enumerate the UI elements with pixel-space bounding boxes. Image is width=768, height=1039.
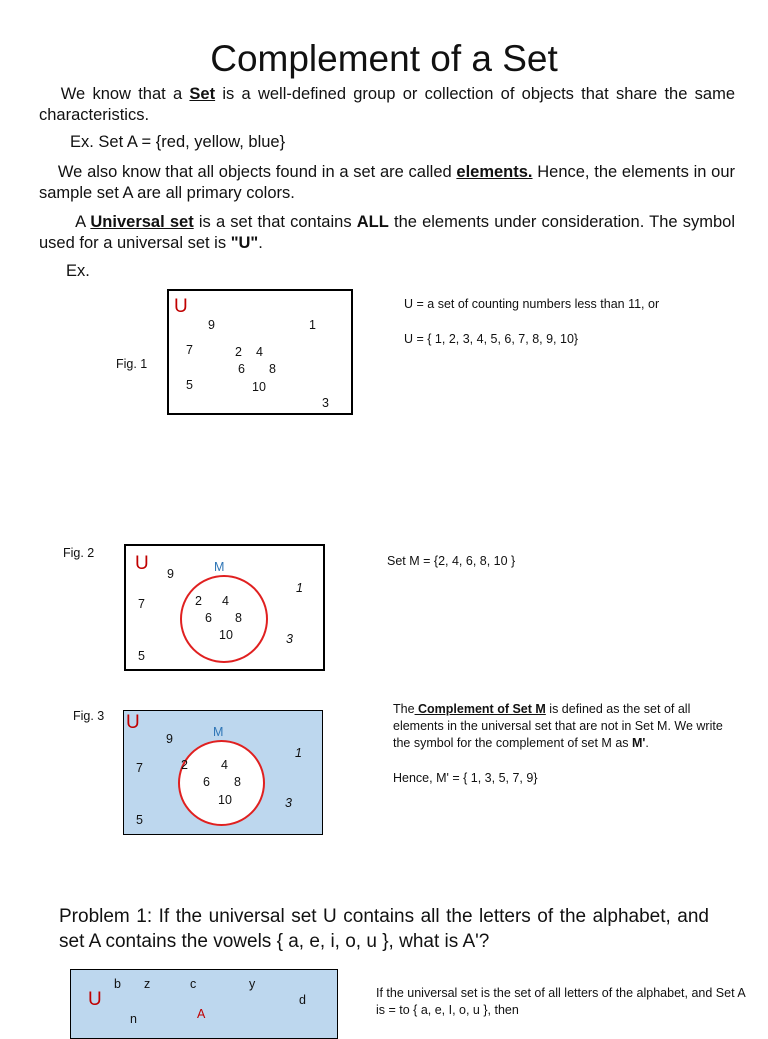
- fig3-set-m-circle: [178, 740, 265, 826]
- fig1-number: 2: [235, 345, 242, 359]
- fig2-set-m-circle: [180, 575, 268, 663]
- paragraph-elements: [39, 162, 735, 204]
- problem1-universal-box: [70, 969, 338, 1039]
- fig3-number: 10: [218, 793, 232, 807]
- problem1-u-label: U: [88, 989, 102, 1010]
- fig2-set-m-text: Set M = {2, 4, 6, 8, 10 }: [387, 554, 516, 568]
- problem1-letter: c: [190, 977, 197, 991]
- p2-text-c: Hence, the elements in our sample set A are all primary colors.: [39, 163, 735, 202]
- term-m-prime: M': [632, 736, 646, 750]
- fig3-number: 7: [136, 761, 143, 775]
- fig3-number: 5: [136, 813, 143, 827]
- example-set-a: Ex. Set A = {red, yellow, blue}: [70, 133, 286, 151]
- paragraph-universal-set: [39, 212, 735, 254]
- fig1-number: 10: [252, 380, 266, 394]
- fig3-complement-result: Hence, M' = { 1, 3, 5, 7, 9}: [393, 771, 538, 785]
- fig3-text-a: The: [393, 702, 415, 716]
- fig3-complement-definition: [393, 701, 723, 752]
- fig2-number: 8: [235, 611, 242, 625]
- problem-1: Problem 1: If the universal set U contains all the letters of the alphabet, and set A contains the vowels { a, e, i, o, u }, what is A'?: [59, 906, 709, 952]
- term-elements: elements.: [456, 163, 533, 181]
- fig2-number: 2: [195, 594, 202, 608]
- fig3-number: 3: [285, 796, 292, 810]
- p1-text-c: is a well-defined group or collection of objects that share the same characteristics.: [39, 85, 735, 124]
- p2-text-a: We also know that all objects found in a set are called: [57, 163, 457, 181]
- fig1-set-listing: U = { 1, 2, 3, 4, 5, 6, 7, 8, 9, 10}: [404, 332, 579, 346]
- term-universal-set: Universal set: [90, 213, 194, 231]
- page-title: Complement of a Set: [210, 38, 558, 79]
- fig3-number: 1: [295, 746, 302, 760]
- fig1-number: 5: [186, 378, 193, 392]
- fig1-number: 4: [256, 345, 263, 359]
- ex-label: Ex.: [66, 262, 90, 280]
- fig1-number: 9: [208, 318, 215, 332]
- fig3-text-c: is defined as the set of all elements in the universal set that are not in Set M. We write the symbol for the complement of set M as: [393, 702, 723, 750]
- fig1-label: Fig. 1: [116, 357, 148, 371]
- fig1-u-label: U: [174, 296, 188, 317]
- problem1-letter: z: [144, 977, 151, 991]
- fig3-number: 8: [234, 775, 241, 789]
- fig2-label: Fig. 2: [63, 546, 95, 560]
- fig2-number: 4: [222, 594, 229, 608]
- fig2-universal-box: [124, 544, 325, 671]
- fig3-m-label: M: [213, 725, 224, 739]
- fig2-number: 9: [167, 567, 174, 581]
- fig2-number: 6: [205, 611, 212, 625]
- fig1-number: 8: [269, 362, 276, 376]
- fig2-number: 10: [219, 628, 233, 642]
- fig1-universal-box: [167, 289, 353, 415]
- problem1-letter: y: [249, 977, 256, 991]
- fig3-number: 6: [203, 775, 210, 789]
- fig1-number: 6: [238, 362, 245, 376]
- p3-text-c: is a set that contains: [193, 213, 357, 231]
- fig2-number: 1: [296, 581, 303, 595]
- fig2-number: 3: [286, 632, 293, 646]
- fig1-number: 3: [322, 396, 329, 410]
- fig2-number: 5: [138, 649, 145, 663]
- fig2-u-label: U: [135, 553, 149, 574]
- fig1-number: 1: [309, 318, 316, 332]
- term-complement-of-set-m: Complement of Set M: [414, 702, 546, 716]
- fig2-number: 7: [138, 597, 145, 611]
- fig3-label: Fig. 3: [73, 709, 105, 723]
- fig3-u-label: U: [126, 712, 140, 733]
- term-all: ALL: [356, 213, 389, 231]
- term-u-symbol: "U": [230, 234, 259, 252]
- fig2-m-label: M: [214, 560, 225, 574]
- p3-text-a: A: [75, 213, 91, 231]
- fig1-description: U = a set of counting numbers less than 11, or: [404, 297, 660, 311]
- problem1-letter: n: [130, 1012, 137, 1026]
- fig1-number: 7: [186, 343, 193, 357]
- p3-text-e: the elements under consideration. The symbol used for a universal set is: [39, 213, 736, 252]
- p3-text-g: .: [258, 234, 263, 252]
- fig3-number: 9: [166, 732, 173, 746]
- problem1-description: If the universal set is the set of all letters of the alphabet, and Set A is = to { a, e, I, o, u }, then: [376, 986, 745, 1017]
- paragraph-set-definition: [39, 84, 735, 126]
- problem1-letter: d: [299, 993, 306, 1007]
- problem1-a-label: A: [197, 1007, 206, 1021]
- fig3-text-e: .: [645, 736, 649, 750]
- fig3-number: 4: [221, 758, 228, 772]
- problem1-letter: b: [114, 977, 121, 991]
- p1-text-a: We know that a: [60, 85, 190, 103]
- fig3-universal-box: [123, 710, 323, 835]
- term-set: Set: [189, 85, 216, 103]
- fig3-number: 2: [181, 758, 188, 772]
